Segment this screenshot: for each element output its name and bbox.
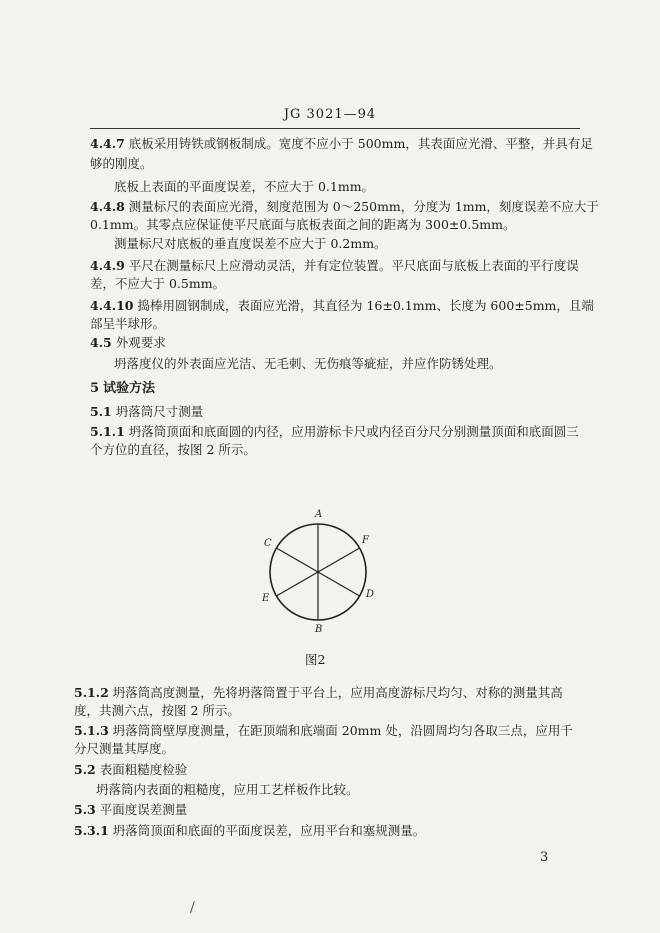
figure-2-diagram [258,500,378,635]
label-f: F [362,535,369,546]
section-5-heading: 5 试验方法 [90,381,156,396]
para-4-4-10-line1: 4.4.10 捣棒用圆钢制成，表面应光滑，其直径为 16±0.1mm、长度为 600±5mm，且端 [90,298,594,313]
page-number: 3 [540,850,549,865]
label-b: B [315,624,323,635]
para-5-1-2-line1: 5.1.2 坍落筒高度测量，先将坍落筒置于平台上，应用高度游标尺均匀、对称的测量其高 [74,685,563,700]
para-4-4-10-line2: 部呈半球形。 [90,316,166,331]
para-4-4-8-line2: 0.1mm。其零点应保证使平尺底面与底板表面之间的距离为 300±0.5mm。 [90,217,516,232]
section-4-5-heading: 4.5 外观要求 [90,335,166,350]
para-4-4-7-line3: 底板上表面的平面度误差，不应大于 0.1mm。 [114,179,375,194]
page-header: JG 3021—94 [283,107,377,122]
para-5-1-3-line2: 分尺测量其厚度。 [74,741,175,756]
label-d: D [366,589,375,600]
section-5-1-heading: 5.1 坍落筒尺寸测量 [90,404,204,419]
para-4-4-9-line2: 差，不应大于 0.5mm。 [90,276,226,291]
para-4-4-7-line1: 4.4.7 底板采用铸铁或钢板制成。宽度不应小于 500mm，其表面应光滑、平整，并具有足 [90,136,593,151]
header-rule [90,128,580,129]
label-a: A [315,509,323,520]
para-5-1-3-line1: 5.1.3 坍落筒筒壁厚度测量，在距顶端和底端面 20mm 处，沿圆周均匀各取三点，应用千 [74,723,573,738]
para-5-1-1-line2: 个方位的直径，按图 2 所示。 [90,442,256,457]
label-c: C [264,538,272,549]
section-4-5-body: 坍落度仪的外表面应光洁、无毛刺、无伤痕等疵症，并应作防锈处理。 [114,356,502,371]
figure-2-caption: 图2 [305,652,326,667]
para-4-4-8-line1: 4.4.8 测量标尺的表面应光滑，刻度范围为 0～250mm，分度为 1mm，刻度误差不应大于 [90,199,599,214]
para-5-1-2-line2: 度，共测六点，按图 2 所示。 [74,703,240,718]
para-5-1-1-line1: 5.1.1 坍落筒顶面和底面圆的内径，应用游标卡尺或内径百分尺分别测量顶面和底面圆三 [90,424,579,439]
para-4-4-7-line2: 够的刚度。 [90,156,153,171]
section-5-3-heading: 5.3 平面度误差测量 [74,802,188,817]
label-e: E [262,593,270,604]
para-4-4-8-line3: 测量标尺对底板的垂直度误差不应大于 0.2mm。 [114,236,387,251]
scan-mark: / [190,900,195,916]
para-4-4-9-line1: 4.4.9 平尺在测量标尺上应滑动灵活，并有定位装置。平尺底面与底板上表面的平行度误 [90,258,579,273]
section-5-2-body: 坍落筒内表面的粗糙度，应用工艺样板作比较。 [96,782,359,797]
section-5-2-heading: 5.2 表面粗糙度检验 [74,762,188,777]
para-5-3-1: 5.3.1 坍落筒顶面和底面的平面度误差，应用平台和塞规测量。 [74,823,426,838]
